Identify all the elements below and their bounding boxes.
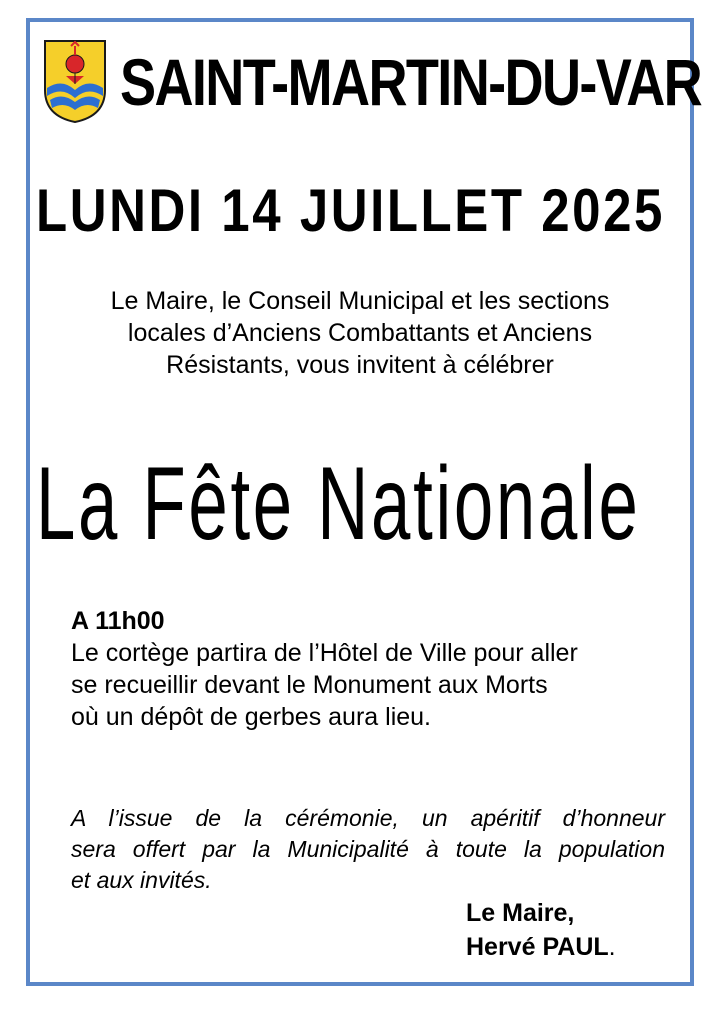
aperitif-line: A l’issue de la cérémonie, un apéritif d’honneur [71, 805, 665, 831]
signature-role: Le Maire, [466, 899, 575, 927]
event-date: LUNDI 14 JUILLET 2025 [36, 177, 665, 244]
town-name: SAINT-MARTIN-DU-VAR [120, 45, 702, 119]
program-time: A 11h00 [71, 607, 165, 635]
aperitif-line: et aux invités. [71, 867, 212, 893]
invitation-intro [40, 285, 680, 381]
program-line: Le cortège partira de l’Hôtel de Ville pour aller [71, 639, 578, 667]
program-line: se recueillir devant le Monument aux Morts [71, 671, 548, 699]
intro-line: locales d’Anciens Combattants et Anciens [127, 319, 593, 347]
signature-period: . [608, 933, 616, 961]
signature-block [466, 896, 686, 964]
program-line: où un dépôt de gerbes aura lieu. [71, 703, 431, 731]
event-title: La Fête Nationale [36, 446, 641, 562]
coat-of-arms-icon [42, 38, 108, 124]
signature-name-line [466, 930, 686, 964]
aperitif-line: sera offert par la Municipalité à toute la population [71, 836, 665, 862]
aperitif-note [71, 803, 665, 896]
signature-name: Hervé PAUL [466, 933, 609, 961]
intro-line: Résistants, vous invitent à célébrer [166, 351, 554, 379]
intro-line: Le Maire, le Conseil Municipal et les sections [110, 287, 610, 315]
program-section [71, 605, 671, 733]
